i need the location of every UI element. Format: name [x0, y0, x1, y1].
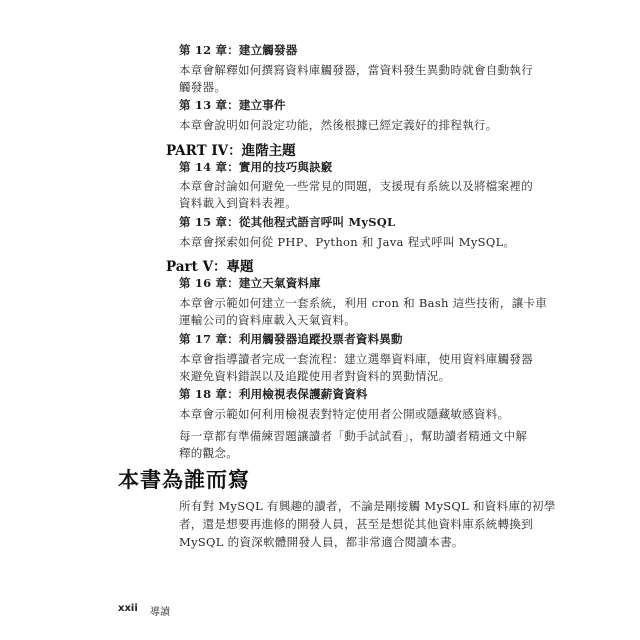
page-number: xxii — [118, 603, 138, 614]
chapter-17-desc-line-2: 來避免資料錯誤以及追蹤使用者對資料的異動情況。 — [179, 369, 451, 383]
exercise-note-line-2: 釋的觀念。 — [179, 446, 238, 460]
chapter-18-heading: 第 18 章：利用檢視表保護薪資資料 — [179, 387, 368, 401]
chapter-12-desc-line-2: 觸發器。 — [179, 80, 227, 94]
audience-text-line-1: 所有對 MySQL 有興趣的讀者，不論是剛接觸 MySQL 和資料庫的初學 — [179, 499, 556, 513]
chapter-13-heading: 第 13 章：建立事件 — [179, 98, 286, 112]
part-4-heading: PART IV：進階主題 — [166, 143, 296, 159]
chapter-12-desc-line-1: 本章會解釋如何撰寫資料庫觸發器，當資料發生異動時就會自動執行 — [179, 63, 533, 77]
exercise-note-line-1: 每一章都有準備練習題讓讀者「動手試試看」，幫助讀者精通文中解 — [179, 429, 528, 443]
chapter-12-heading: 第 12 章：建立觸發器 — [179, 43, 298, 57]
audience-text-line-3: MySQL 的資深軟體開發人員，都非常適合閱讀本書。 — [179, 535, 464, 549]
chapter-15-heading: 第 15 章：從其他程式語言呼叫 MySQL — [179, 215, 396, 229]
chapter-14-desc-line-2: 資料載入到資料表裡。 — [179, 196, 297, 210]
audience-section-title: 本書為誰而寫 — [118, 468, 250, 492]
chapter-14-desc-line-1: 本章會討論如何避免一些常見的問題，支援現有系統以及將檔案裡的 — [179, 179, 533, 193]
footer-section-label: 導讀 — [150, 607, 170, 618]
chapter-14-heading: 第 14 章：實用的技巧與訣竅 — [179, 160, 333, 174]
audience-text-line-2: 者，還是想要再進修的開發人員，甚至是想從其他資料庫系統轉換到 — [179, 517, 533, 531]
chapter-17-heading: 第 17 章：利用觸發器追蹤投票者資料異動 — [179, 332, 403, 346]
chapter-13-desc-line-1: 本章會說明如何設定功能，然後根據已經定義好的排程執行。 — [179, 118, 498, 132]
part-5-heading: Part V：專題 — [166, 259, 254, 275]
chapter-18-desc-line-1: 本章會示範如何利用檢視表對特定使用者公開或隱藏敏感資料。 — [179, 407, 510, 421]
chapter-15-desc-line-1: 本章會探索如何從 PHP、Python 和 Java 程式呼叫 MySQL。 — [179, 235, 516, 249]
chapter-16-heading: 第 16 章：建立天氣資料庫 — [179, 276, 321, 290]
chapter-16-desc-line-1: 本章會示範如何建立一套系統，利用 cron 和 Bash 這些技術，讓卡車 — [179, 296, 548, 310]
chapter-16-desc-line-2: 運輸公司的資料庫載入天氣資料。 — [179, 313, 356, 327]
chapter-17-desc-line-1: 本章會指導讀者完成一套流程：建立選舉資料庫，使用資料庫觸發器 — [179, 352, 533, 366]
